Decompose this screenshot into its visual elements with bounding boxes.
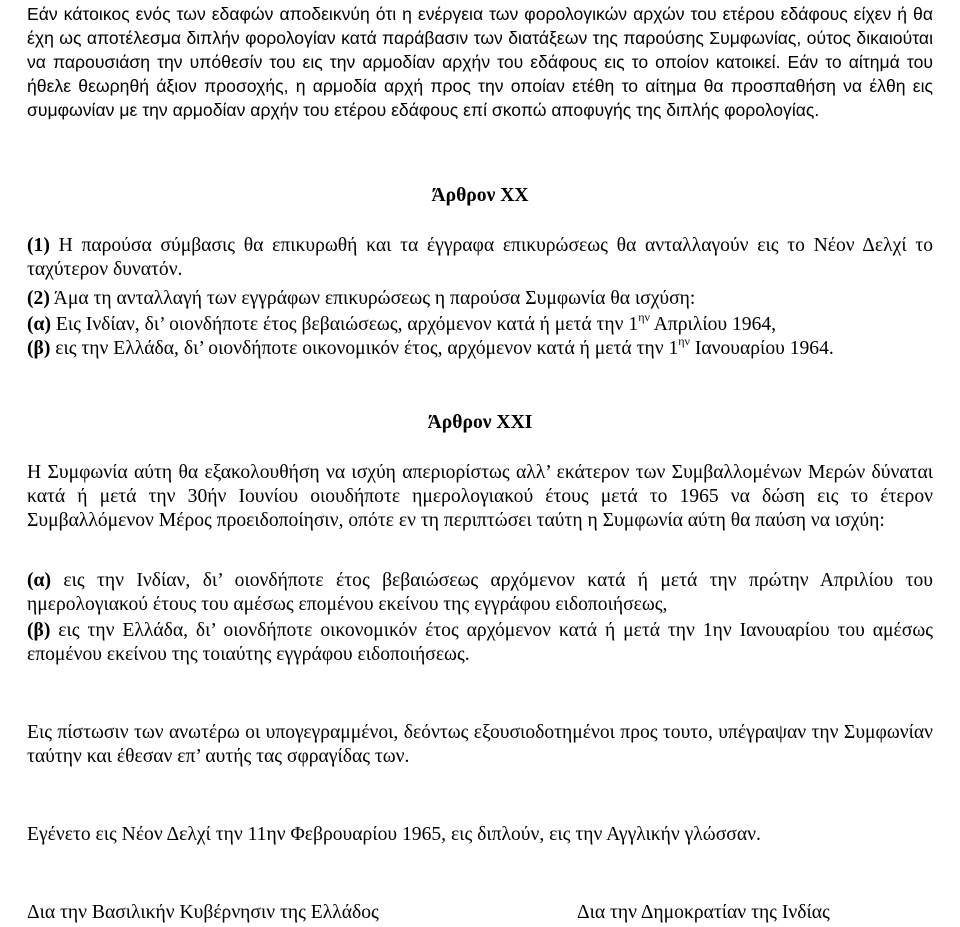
item-text: εις την Ινδίαν, δι’ οιονδήποτε έτος βεβαιώσεως αρχόμενον κατά ή μετά την πρώτην Απριλίου του ημερολογιακού έτους του αμέσως επομένου εκείνου της εγγράφου ειδοποιήσεως, bbox=[27, 570, 933, 615]
item-text: εις την Ελλάδα, δι’ οιονδήποτε οικονομικόν έτος αρχόμενον κατά ή μετά την 1ην Ιανουαρίου του αμέσως επομένου εκείνου της τοιαύτης εγγράφου ειδοποιήσεως. bbox=[27, 620, 933, 665]
item-label: (β) bbox=[27, 338, 51, 359]
article-20-heading: Άρθρον XX bbox=[431, 185, 529, 206]
item-text: Εις Ινδίαν, δι’ οιονδήποτε έτος βεβαιώσεως, αρχόμενον κατά ή μετά την 1 bbox=[51, 314, 639, 335]
article-20-item-b bbox=[27, 334, 933, 361]
witness-paragraph: Εις πίστωσιν των ανωτέρω οι υπογεγραμμένοι, δεόντως εξουσιοδοτημένοι προς τουτο, υπέγραψαν την Συμφωνίαν ταύτην και έθεσαν επ’ αυτής τας σφραγίδας των. bbox=[27, 722, 933, 767]
article-20-item-a bbox=[27, 310, 933, 337]
article-21-heading: Άρθρον XXI bbox=[427, 412, 533, 433]
article-21-paragraph: Η Συμφωνία αύτη θα εξακολουθήση να ισχύη απεριορίστως αλλ’ εκάτερον των Συμβαλλομένων Μερών δύναται κατά ή μετά την 30ήν Ιουνίου οιουδήποτε ημερολογιακού έτους μετά το 1965 να δώση εις το έτερον Συμβαλλόμενον Μέρος προειδοποίησιν, οπότε εν τη περιπτώσει ταύτη η Συμφωνία αύτη θα παύση να ισχύη: bbox=[27, 462, 933, 531]
para-text: Άμα τη ανταλλαγή των εγγράφων επικυρώσεως η παρούσα Συμφωνία θα ισχύση: bbox=[49, 288, 696, 309]
item-label: (α) bbox=[27, 314, 51, 335]
para-number: (2) bbox=[27, 288, 50, 309]
article-21-item-b bbox=[27, 619, 933, 667]
para-number: (1) bbox=[27, 235, 50, 256]
intro-paragraph: Εάν κάτοικος ενός των εδαφών αποδεικνύη ότι η ενέργεια των φορολογικών αρχών του ετέρου εδάφους είχεν ή θα έχη ως αποτέλεσμα διπλήν φορολογίαν κατά παράβασιν των διατάξεων της παρούσης Συμφωνίας, ούτος δικαιούται να παρουσιάση την υπόθεσίν του εις την αρμοδίαν αρχήν του εδάφους εις το οποίον κατοικεί. Εάν το αίτημά του ήθελε θεωρηθή άξιον προσοχής, η αρμοδία αρχή προς την οποίαν ετέθη το αίτημα θα προσπαθήση να έλθη εις συμφωνίαν με την αρμοδίαν αρχήν του ετέρου εδάφους επί σκοπώ αποφυγής της διπλής φορολογίας. bbox=[27, 4, 933, 120]
article-21-item-a bbox=[27, 569, 933, 617]
item-label: (β) bbox=[27, 620, 51, 641]
done-at-paragraph: Εγένετο εις Νέον Δελχί την 11ην Φεβρουαρίου 1965, εις διπλούν, εις την Αγγλικήν γλώσσαν. bbox=[27, 824, 761, 845]
para-text: Η παρούσα σύμβασις θα επικυρωθή και τα έγγραφα επικυρώσεως θα ανταλλαγούν εις το Νέον Δελχί το ταχύτερον δυνατόν. bbox=[27, 235, 933, 280]
item-text-end: Ιανουαρίου 1964. bbox=[689, 338, 834, 359]
ordinal-suffix: ην bbox=[638, 310, 650, 324]
item-text: εις την Ελλάδα, δι’ οιονδήποτε οικονομικόν έτος, αρχόμενον κατά ή μετά την 1 bbox=[50, 338, 679, 359]
article-20-para-1 bbox=[27, 234, 933, 282]
article-20-para-2 bbox=[27, 287, 933, 311]
signature-india: Δια την Δημοκρατίαν της Ινδίας bbox=[577, 902, 830, 923]
ordinal-suffix: ην bbox=[678, 334, 690, 348]
item-label: (α) bbox=[27, 570, 51, 591]
item-text-end: Απριλίου 1964, bbox=[649, 314, 777, 335]
signature-greece: Δια την Βασιλικήν Κυβέρνησιν της Ελλάδος bbox=[27, 902, 379, 923]
